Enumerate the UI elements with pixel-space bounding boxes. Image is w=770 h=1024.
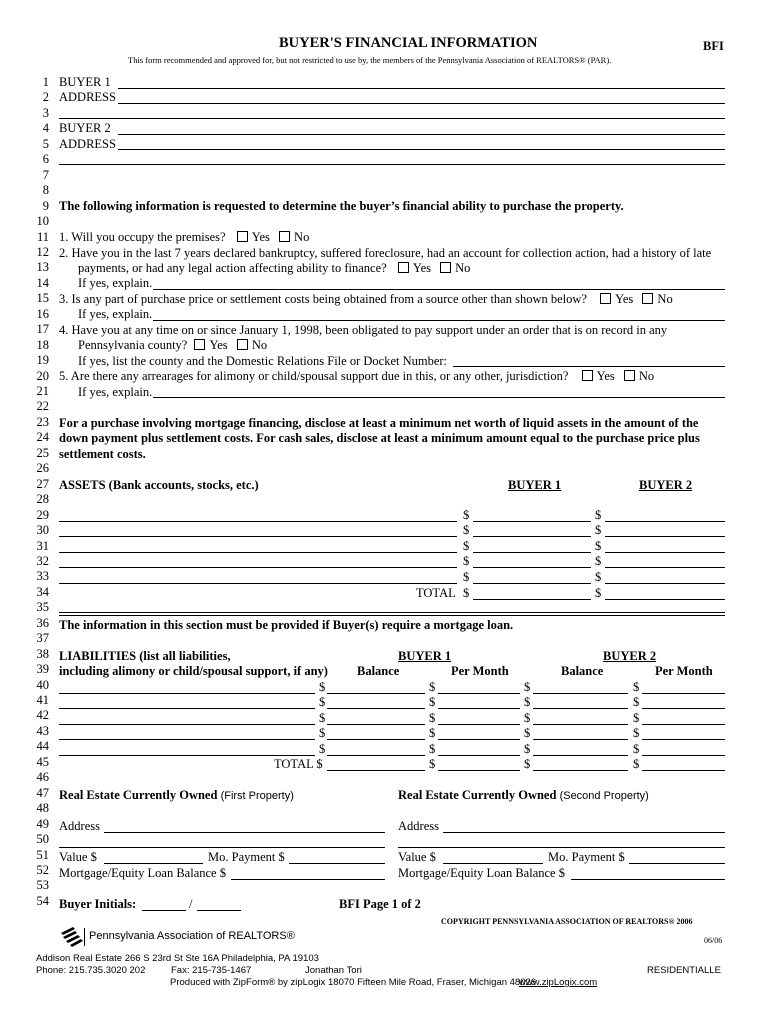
org-name: Pennsylvania Association of REALTORS®: [89, 930, 295, 942]
question-2-line1: 2. Have you in the last 7 years declared bankruptcy, suffered foreclosure, had an account for collection action, had a history of late: [59, 246, 712, 260]
liabilities-b1-permonth-header: Per Month: [451, 664, 509, 678]
real-estate-second-title: Real Estate Currently Owned: [398, 788, 557, 802]
assets-total-b1-dollar: $: [463, 586, 470, 600]
disclosure-line2: down payment plus settlement costs. For cash sales, disclose at least a minimum amount equal to the purchase price plus: [59, 431, 700, 445]
re2-address-field-line2[interactable]: [398, 847, 725, 848]
real-estate-second-heading: [398, 788, 649, 803]
zipform-credit: Produced with ZipForm® by zipLogix 18070 Fifteen Mile Road, Fraser, Michigan 48026: [170, 977, 537, 988]
q4-no-checkbox[interactable]: [237, 339, 248, 350]
q5-explain-label: If yes, explain.: [78, 385, 153, 399]
liabilities-total-b2-permonth[interactable]: [642, 770, 725, 771]
line-number: 5: [42, 136, 49, 151]
asset-description-field[interactable]: [59, 567, 457, 568]
line-number: 27: [36, 476, 49, 491]
asset-buyer1-amount-field[interactable]: [473, 567, 591, 568]
q3-no-label: No: [657, 292, 673, 306]
re1-mopayment-label: Mo. Payment $: [208, 850, 285, 864]
liability-b1-permonth-dollar: $: [429, 680, 436, 694]
liability-b1-balance-dollar: $: [319, 680, 326, 694]
section-divider: [59, 612, 725, 613]
liability-b1-balance-field[interactable]: [327, 755, 425, 756]
q3-yes-label: Yes: [615, 292, 634, 306]
asset-buyer2-amount-field[interactable]: [605, 583, 725, 584]
form-date: 06/06: [704, 936, 723, 945]
line-number: 38: [36, 646, 49, 661]
address2-field[interactable]: [118, 149, 725, 150]
liability-b2-balance-field[interactable]: [533, 755, 628, 756]
par-logo: [59, 925, 85, 956]
line-number: 15: [36, 291, 49, 306]
line-number: 33: [36, 569, 49, 584]
real-estate-first-note: (First Property): [220, 790, 294, 802]
buyer1-label: BUYER 1: [59, 75, 111, 89]
form-title: BUYER'S FINANCIAL INFORMATION: [279, 35, 538, 51]
re1-address-field-line2[interactable]: [59, 847, 385, 848]
copyright: COPYRIGHT PENNSYLVANIA ASSOCIATION OF REALTORS® 2006: [441, 917, 693, 926]
liability-b2-permonth-field[interactable]: [642, 755, 725, 756]
mortgage-note: The information in this section must be provided if Buyer(s) require a mortgage loan.: [59, 618, 514, 632]
liabilities-total-label: TOTAL $: [274, 757, 323, 771]
question-5-text: 5. Are there any arrearages for alimony or child/spousal support due in this, or any other, jurisdiction?: [59, 369, 569, 383]
question-1-text: 1. Will you occupy the premises?: [59, 230, 226, 244]
liability-b1-permonth-field[interactable]: [438, 708, 520, 709]
q5-no-checkbox[interactable]: [624, 370, 635, 381]
asset-description-field[interactable]: [59, 521, 457, 522]
assets-total-buyer1-field[interactable]: [473, 599, 591, 600]
line-number: 40: [36, 677, 49, 692]
asset-buyer2-amount-field[interactable]: [605, 567, 725, 568]
q2-yes-label: Yes: [412, 261, 432, 275]
line-number: 9: [42, 198, 49, 213]
line-number: 54: [36, 893, 49, 908]
q3-no-checkbox[interactable]: [642, 293, 653, 304]
liability-b2-balance-dollar: $: [524, 695, 531, 710]
agency-address: Addison Real Estate 266 S 23rd St Ste 16A Philadelphia, PA 19103: [36, 953, 319, 964]
line-number: 36: [36, 615, 49, 630]
liabilities-total-b2-balance[interactable]: [533, 770, 628, 771]
line-number: 18: [36, 337, 49, 352]
q1-no-checkbox[interactable]: [279, 231, 290, 242]
address1-label: ADDRESS: [59, 90, 116, 104]
re2-value-label: Value $: [398, 850, 436, 864]
asset-buyer1-amount-field[interactable]: [473, 583, 591, 584]
assets-buyer1-header: BUYER 1: [508, 478, 562, 492]
liability-description-field[interactable]: [59, 693, 315, 694]
liability-b1-balance-field[interactable]: [327, 724, 425, 725]
assets-heading: ASSETS (Bank accounts, stocks, etc.): [59, 478, 259, 492]
liab-total-dollar-3: $: [524, 757, 531, 771]
line-number: 23: [36, 414, 49, 429]
line-number: 4: [42, 121, 49, 136]
liability-b1-permonth-dollar: $: [429, 741, 436, 756]
line-number: 24: [36, 430, 49, 445]
form-code: BFI: [703, 39, 724, 53]
line-number: 16: [36, 306, 49, 321]
disclosure-line3: settlement costs.: [59, 447, 146, 461]
par-logo-icon: [59, 925, 85, 951]
liability-description-field[interactable]: [59, 739, 315, 740]
q2-no-label: No: [455, 261, 471, 275]
liabilities-total-b1-balance[interactable]: [327, 770, 425, 771]
line-number: 35: [36, 600, 49, 615]
q1-yes-checkbox[interactable]: [237, 231, 248, 242]
re1-address-label: Address: [59, 819, 100, 833]
line-number: 8: [42, 183, 49, 198]
address1-field-line2[interactable]: [59, 118, 725, 119]
line-number: 53: [36, 878, 49, 893]
re2-mopayment-field[interactable]: [629, 863, 725, 864]
asset-description-field[interactable]: [59, 552, 457, 553]
liabilities-total-b1-permonth[interactable]: [438, 770, 520, 771]
question-2-line2: [78, 261, 470, 276]
line-number: 1: [42, 75, 49, 89]
line-number: 45: [36, 754, 49, 769]
line-number: 29: [36, 507, 49, 522]
line-number: 10: [36, 214, 49, 229]
liability-b2-balance-dollar: $: [524, 741, 531, 756]
disclosure-line1: For a purchase involving mortgage financing, disclose at least a minimum net worth of liquid assets in the amount of the: [59, 416, 699, 430]
question-4-line1: 4. Have you at any time on or since January 1, 1998, been obligated to pay support under an order that is on record in any: [59, 323, 668, 337]
re2-value-field[interactable]: [443, 863, 543, 864]
asset-buyer1-dollar: $: [463, 569, 470, 584]
question-3-text: 3. Is any part of purchase price or settlement costs being obtained from a source other than shown below?: [59, 292, 587, 306]
asset-buyer2-dollar: $: [595, 569, 602, 584]
asset-buyer1-dollar: $: [463, 554, 470, 569]
q2-no-checkbox[interactable]: [440, 262, 451, 273]
liabilities-buyer1-header: BUYER 1: [398, 649, 452, 663]
line-number: 25: [36, 445, 49, 460]
q5-yes-checkbox[interactable]: [582, 370, 593, 381]
liability-b1-balance-field[interactable]: [327, 693, 425, 694]
assets-total-buyer2-field[interactable]: [605, 599, 725, 600]
liability-b2-permonth-dollar: $: [633, 741, 640, 756]
agent-name: Jonathan Tori: [305, 965, 362, 976]
liability-b2-permonth-dollar: $: [633, 726, 640, 741]
line-number: 19: [36, 353, 49, 368]
liability-b2-permonth-dollar: $: [633, 695, 640, 710]
form-subtitle: This form recommended and approved for, but not restricted to use by, the members of the Pennsylvania Association of REALTORS® (PAR).: [128, 55, 612, 65]
re2-mortgage-label: Mortgage/Equity Loan Balance $: [398, 866, 565, 880]
question-4-text: Pennsylvania county?: [78, 338, 188, 352]
liability-b2-balance-dollar: $: [524, 710, 531, 725]
re2-address-label: Address: [398, 819, 439, 833]
line-number: 3: [42, 105, 49, 120]
logo-divider: [84, 928, 85, 946]
liability-description-field[interactable]: [59, 755, 315, 756]
line-number: 14: [36, 275, 49, 290]
q2-yes-checkbox[interactable]: [398, 262, 409, 273]
q5-explain-field[interactable]: [153, 397, 725, 398]
q1-no-label: No: [294, 230, 310, 244]
line-number: 31: [36, 538, 49, 553]
line-number: 13: [36, 260, 49, 275]
buyer1-field[interactable]: [118, 88, 725, 89]
section-divider-2: [59, 615, 725, 616]
re2-mortgage-field[interactable]: [571, 879, 725, 880]
assets-total-label: TOTAL: [416, 586, 456, 600]
liab-total-dollar-4: $: [633, 757, 640, 771]
liability-b2-permonth-dollar: $: [633, 710, 640, 725]
q3-explain-field[interactable]: [153, 320, 725, 321]
liability-b2-permonth-field[interactable]: [642, 693, 725, 694]
q1-yes-label: Yes: [251, 230, 270, 244]
question-3-line1: [59, 292, 673, 307]
real-estate-second-note: (Second Property): [559, 790, 649, 802]
line-number: 44: [36, 739, 49, 754]
assets-total-b2-dollar: $: [595, 586, 602, 600]
liability-b1-permonth-dollar: $: [429, 726, 436, 741]
form-type: RESIDENTIALLE: [647, 965, 721, 976]
liability-b2-permonth-field[interactable]: [642, 724, 725, 725]
initials-slash: /: [189, 897, 193, 911]
liability-b2-permonth-dollar: $: [633, 680, 640, 694]
question-1: [59, 230, 309, 245]
line-number: 7: [42, 167, 49, 182]
line-number: 37: [36, 631, 49, 646]
q3-yes-checkbox[interactable]: [600, 293, 611, 304]
line-number: 6: [42, 152, 49, 167]
question-2-text: payments, or had any legal action affecting ability to finance?: [78, 261, 387, 275]
buyer2-field[interactable]: [118, 134, 725, 135]
line-number: 47: [36, 785, 49, 800]
asset-buyer1-amount-field[interactable]: [473, 552, 591, 553]
buyer1-initials-field[interactable]: [142, 910, 186, 911]
liability-b1-balance-dollar: $: [319, 710, 326, 725]
line-number: 22: [36, 399, 49, 414]
re1-value-field[interactable]: [104, 863, 203, 864]
line-number: 11: [36, 229, 49, 244]
re1-value-label: Value $: [59, 850, 97, 864]
liability-b1-permonth-field[interactable]: [438, 724, 520, 725]
line-number: 30: [36, 523, 49, 538]
liability-b2-balance-field[interactable]: [533, 724, 628, 725]
line-number: 49: [36, 816, 49, 831]
asset-buyer2-dollar: $: [595, 508, 602, 522]
line-number: 34: [36, 584, 49, 599]
q4-docket-label: If yes, list the county and the Domestic Relations File or Docket Number:: [78, 354, 448, 368]
liab-total-dollar-2: $: [429, 757, 436, 771]
buyer2-label: BUYER 2: [59, 121, 111, 135]
line-number: 42: [36, 708, 49, 723]
line-number: 12: [36, 244, 49, 259]
liabilities-buyer2-header: BUYER 2: [603, 649, 657, 663]
q4-docket-field[interactable]: [453, 366, 725, 367]
asset-buyer1-amount-field[interactable]: [473, 521, 591, 522]
liability-description-field[interactable]: [59, 708, 315, 709]
line-number: 50: [36, 832, 49, 847]
question-4-line2: [78, 338, 267, 353]
q2-explain-field[interactable]: [153, 289, 725, 290]
q4-yes-label: Yes: [209, 338, 228, 352]
address2-label: ADDRESS: [59, 137, 116, 151]
address1-field[interactable]: [118, 103, 725, 104]
asset-buyer2-dollar: $: [595, 523, 602, 538]
liabilities-b2-permonth-header: Per Month: [655, 664, 713, 678]
q5-no-label: No: [638, 369, 655, 383]
q4-yes-checkbox[interactable]: [194, 339, 205, 350]
address2-field-line2[interactable]: [59, 164, 725, 165]
asset-buyer2-dollar: $: [595, 538, 602, 553]
q4-no-label: No: [251, 338, 268, 352]
asset-buyer1-dollar: $: [463, 508, 470, 522]
liability-description-field[interactable]: [59, 724, 315, 725]
asset-buyer2-dollar: $: [595, 554, 602, 569]
liability-b2-balance-dollar: $: [524, 726, 531, 741]
intro-text: The following information is requested to determine the buyer’s financial ability to purchase the property.: [59, 199, 624, 213]
liability-b1-permonth-field[interactable]: [438, 693, 520, 694]
line-number: 21: [36, 384, 49, 398]
agency-fax: Fax: 215-735-1467: [171, 965, 252, 976]
liability-b1-permonth-field[interactable]: [438, 755, 520, 756]
real-estate-first-heading: [59, 788, 294, 803]
buyer-initials-label: Buyer Initials:: [59, 897, 137, 911]
liability-b1-balance-field[interactable]: [327, 708, 425, 709]
liability-b1-balance-dollar: $: [319, 726, 326, 741]
asset-buyer1-amount-field[interactable]: [473, 536, 591, 537]
re2-mopayment-label: Mo. Payment $: [548, 850, 625, 864]
liabilities-b2-balance-header: Balance: [561, 664, 604, 678]
question-5-line1: [59, 369, 654, 384]
line-number: 41: [36, 693, 49, 707]
asset-buyer2-amount-field[interactable]: [605, 521, 725, 522]
liability-b1-balance-dollar: $: [319, 695, 326, 710]
page-number: BFI Page 1 of 2: [339, 897, 421, 911]
liability-b2-balance-field[interactable]: [533, 708, 628, 709]
line-number: 48: [36, 801, 49, 816]
re1-address-field[interactable]: [104, 832, 385, 833]
line-number: 20: [36, 368, 49, 383]
line-number: 2: [42, 90, 49, 105]
liability-b2-balance-dollar: $: [524, 680, 531, 694]
re1-mortgage-label: Mortgage/Equity Loan Balance $: [59, 866, 226, 880]
asset-buyer2-amount-field[interactable]: [605, 536, 725, 537]
liabilities-heading-1: LIABILITIES (list all liabilities,: [59, 649, 231, 663]
line-number: 51: [36, 847, 49, 862]
q5-yes-label: Yes: [596, 369, 615, 383]
liability-b1-permonth-dollar: $: [429, 695, 436, 710]
asset-buyer1-dollar: $: [463, 538, 470, 553]
liability-b2-permonth-field[interactable]: [642, 708, 725, 709]
line-number: 39: [36, 662, 49, 677]
line-number: 46: [36, 770, 49, 785]
line-number: 52: [36, 862, 49, 877]
line-number: 32: [36, 553, 49, 568]
re1-mortgage-field[interactable]: [231, 879, 385, 880]
liabilities-b1-balance-header: Balance: [357, 664, 400, 678]
liability-b1-permonth-dollar: $: [429, 710, 436, 725]
liability-b2-balance-field[interactable]: [533, 693, 628, 694]
buyer2-initials-field[interactable]: [197, 910, 241, 911]
agency-phone: Phone: 215.735.3020 202: [36, 965, 146, 976]
liabilities-heading-2: including alimony or child/spousal support, if any): [59, 664, 328, 678]
q3-explain-label: If yes, explain.: [78, 307, 153, 321]
line-number: 26: [36, 461, 49, 476]
liability-b2-permonth-field[interactable]: [642, 739, 725, 740]
asset-description-field[interactable]: [59, 536, 457, 537]
liability-b1-balance-field[interactable]: [327, 739, 425, 740]
re1-mopayment-field[interactable]: [289, 863, 385, 864]
liability-b1-balance-dollar: $: [319, 741, 326, 756]
asset-description-field[interactable]: [59, 583, 457, 584]
liability-b1-permonth-field[interactable]: [438, 739, 520, 740]
real-estate-first-title: Real Estate Currently Owned: [59, 788, 218, 802]
line-number: 17: [36, 322, 49, 337]
asset-buyer2-amount-field[interactable]: [605, 552, 725, 553]
assets-buyer2-header: BUYER 2: [639, 478, 693, 492]
line-number: 28: [36, 492, 49, 507]
ziplogix-link[interactable]: www.zipLogix.com: [519, 977, 598, 988]
q2-explain-label: If yes, explain.: [78, 276, 153, 290]
re2-address-field[interactable]: [443, 832, 725, 833]
asset-buyer1-dollar: $: [463, 523, 470, 538]
liability-b2-balance-field[interactable]: [533, 739, 628, 740]
line-number: 43: [36, 723, 49, 738]
